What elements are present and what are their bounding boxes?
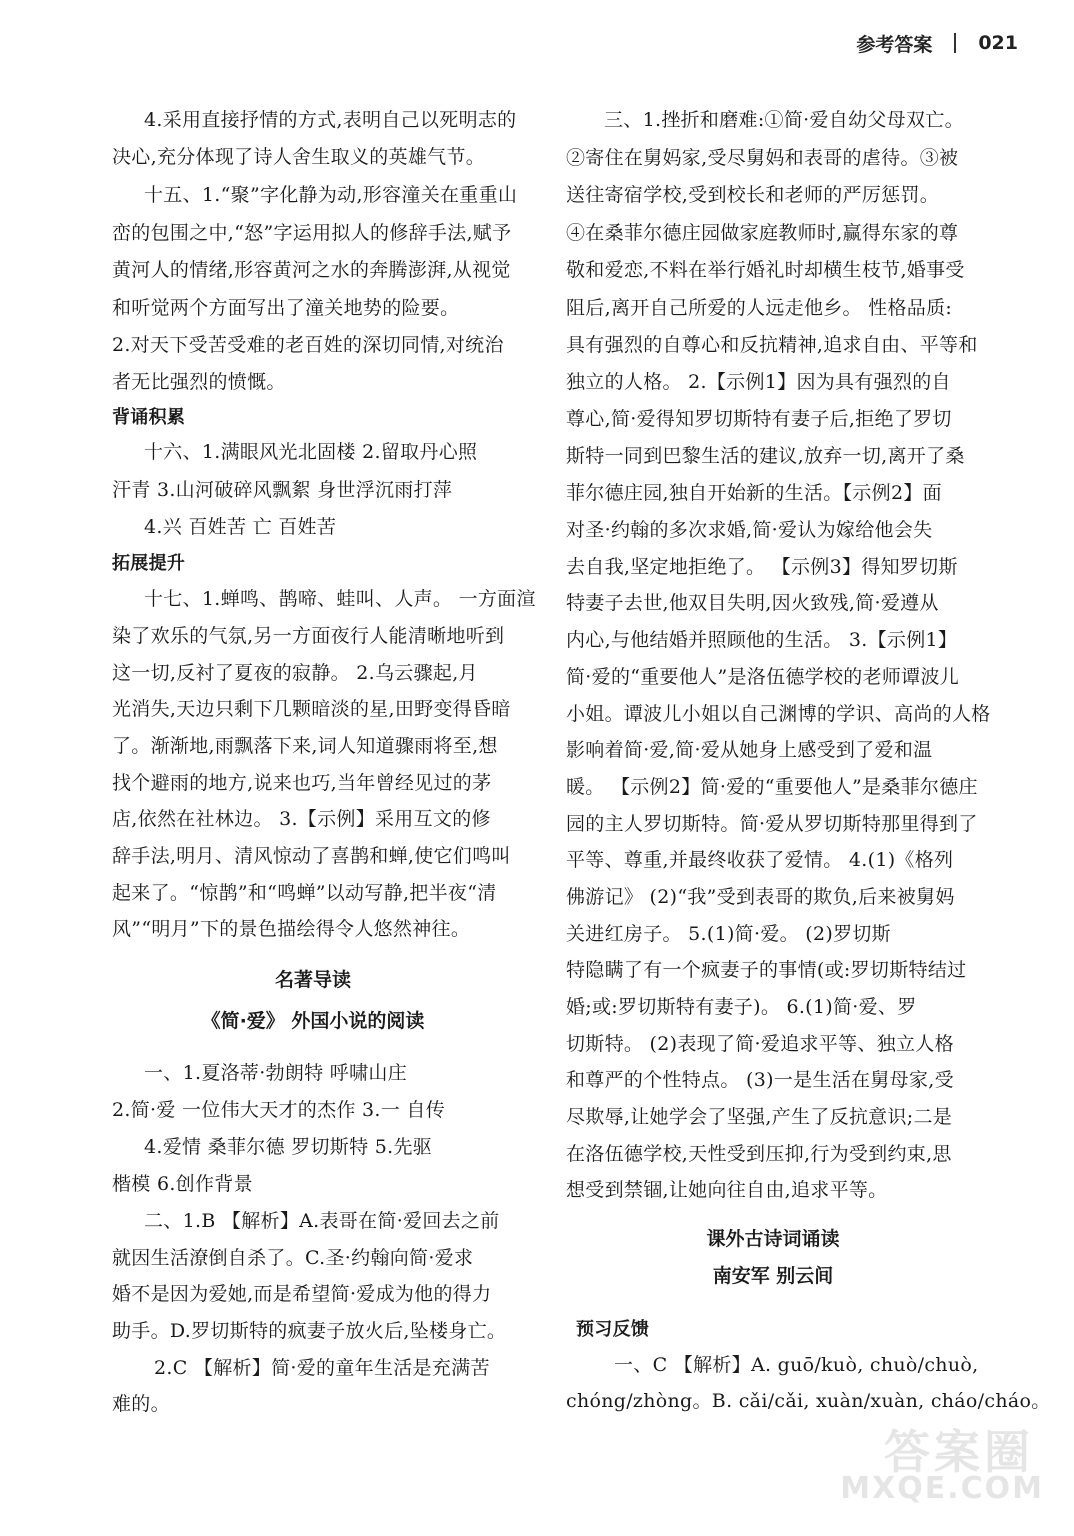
page-number: 021 [978, 32, 1018, 54]
text-line: 找个避雨的地方,说来也巧,当年曾经见过的茅 [112, 772, 492, 794]
text-line: 具有强烈的自尊心和反抗精神,追求自由、平等和 [566, 334, 978, 356]
text-line: 峦的包围之中,“怒”字运用拟人的修辞手法,赋予 [112, 222, 512, 244]
text-line: 尊心,简·爱得知罗切斯特有妻子后,拒绝了罗切 [566, 408, 952, 430]
text-line: 和听觉两个方面写出了潼关地势的险要。 [112, 297, 460, 319]
section-heading: 拓展提升 [112, 553, 186, 574]
text-line: 汗青 3.山河破碎风飘絮 身世浮沉雨打萍 [112, 479, 453, 501]
text-line: 内心,与他结婚并照顾他的生活。 3.【示例1】 [566, 629, 958, 651]
text-line: 影响着简·爱,简·爱从她身上感受到了爱和温 [566, 739, 933, 761]
text-line: 去自我,坚定地拒绝了。 【示例3】得知罗切斯 [566, 556, 958, 578]
text-line: 二、1.B 【解析】A.表哥在简·爱回去之前 [144, 1210, 500, 1232]
text-line: 切斯特。 (2)表现了简·爱追求平等、独立人格 [566, 1033, 954, 1055]
chapter-subtitle: 《简·爱》 外国小说的阅读 [201, 1010, 425, 1032]
text-line: 婚;或:罗切斯特有妻子)。 6.(1)简·爱、罗 [566, 996, 917, 1018]
text-line: 独立的人格。 2.【示例1】因为具有强烈的自 [566, 371, 951, 393]
text-line: 了。渐渐地,雨飘落下来,词人知道骤雨将至,想 [112, 735, 498, 757]
text-line: 一、1.夏洛蒂·勃朗特 呼啸山庄 [144, 1062, 408, 1084]
text-line: 十七、1.蝉鸣、鹊啼、蛙叫、人声。 一方面渲 [144, 588, 536, 610]
chapter-title: 名著导读 [274, 969, 351, 991]
text-line: 婚不是因为爱她,而是希望简·爱成为他的得力 [112, 1283, 492, 1305]
text-line: 2.C 【解析】简·爱的童年生活是充满苦 [154, 1357, 490, 1379]
header-divider [954, 33, 956, 53]
text-line: 4.采用直接抒情的方式,表明自己以死明志的 [144, 109, 517, 131]
text-line: 送往寄宿学校,受到校长和老师的严厉惩罚。 [566, 184, 940, 206]
text-line: 就因生活潦倒自杀了。C.圣·约翰向简·爱求 [112, 1247, 474, 1269]
text-line: chóng/zhòng。B. cǎi/cǎi, xuàn/xuàn, cháo/cháo。 [566, 1390, 1051, 1412]
text-line: 2.对天下受苦受难的老百姓的深切同情,对统治 [112, 334, 504, 356]
section-heading: 预习反馈 [576, 1319, 650, 1340]
text-line: 小姐。谭波儿小姐以自己渊博的学识、高尚的人格 [566, 703, 991, 725]
text-line: 对圣·约翰的多次求婚,简·爱认为嫁给他会失 [566, 519, 933, 541]
text-line: 楷模 6.创作背景 [112, 1173, 253, 1195]
text-line: 三、1.挫折和磨难:①简·爱自幼父母双亡。 [604, 109, 964, 131]
text-line: 关进红房子。 5.(1)简·爱。 (2)罗切斯 [566, 923, 891, 945]
page-header [856, 28, 1018, 58]
text-line: 决心,充分体现了诗人舍生取义的英雄气节。 [112, 146, 486, 168]
text-line: 者无比强烈的愤慨。 [112, 371, 286, 393]
text-line: 4.兴 百姓苦 亡 百姓苦 [144, 516, 337, 538]
text-line: 风”“明月”下的景色描绘得令人悠然神往。 [112, 918, 471, 940]
text-line: 尽欺辱,让她学会了坚强,产生了反抗意识;二是 [566, 1106, 953, 1128]
text-line: 十六、1.满眼风光北固楼 2.留取丹心照 [144, 441, 478, 463]
text-line: 园的主人罗切斯特。简·爱从罗切斯特那里得到了 [566, 813, 978, 835]
text-line: 敬和爱恋,不料在举行婚礼时却横生枝节,婚事受 [566, 259, 965, 281]
text-line: 一、C 【解析】A. guō/kuò, chuò/chuò, [614, 1354, 979, 1376]
text-line: 想受到禁锢,让她向往自由,追求平等。 [566, 1179, 888, 1201]
text-line: 菲尔德庄园,独自开始新的生活。【示例2】面 [566, 482, 942, 504]
text-line: 特妻子去世,他双目失明,因火致残,简·爱遵从 [566, 592, 939, 614]
text-line: 斯特一同到巴黎生活的建议,放弃一切,离开了桑 [566, 445, 965, 467]
text-line: 佛游记》 (2)“我”受到表哥的欺负,后来被舅妈 [566, 886, 955, 908]
text-line: 助手。D.罗切斯特的疯妻子放火后,坠楼身亡。 [112, 1320, 507, 1342]
text-line: 平等、尊重,并最终收获了爱情。 4.(1)《格列 [566, 849, 954, 871]
watermark-url: MXQE.COM [840, 1471, 1044, 1506]
text-line: 在洛伍德学校,天性受到压抑,行为受到约束,思 [566, 1143, 952, 1165]
text-line: 起来了。“惊鹊”和“鸣蝉”以动写静,把半夜“清 [112, 882, 497, 904]
text-line: 黄河人的情绪,形容黄河之水的奔腾澎湃,从视觉 [112, 259, 511, 281]
header-section-title: 参考答案 [856, 33, 933, 56]
text-line: 十五、1.“聚”字化静为动,形容潼关在重重山 [144, 184, 518, 206]
text-line: 这一切,反衬了夏夜的寂静。 2.乌云骤起,月 [112, 662, 478, 684]
watermark-text: 答案圈 [884, 1425, 1034, 1479]
text-line: 光消失,天边只剩下几颗暗淡的星,田野变得昏暗 [112, 698, 511, 720]
text-line: 简·爱的“重要他人”是洛伍德学校的老师谭波儿 [566, 666, 960, 688]
text-line: 阻后,离开自己所爱的人远走他乡。 性格品质: [566, 297, 953, 319]
text-line: 染了欢乐的气氛,另一方面夜行人能清晰地听到 [112, 625, 505, 647]
chapter-subtitle: 南安军 别云间 [712, 1265, 834, 1287]
text-line: 暖。 【示例2】简·爱的“重要他人”是桑菲尔德庄 [566, 776, 978, 798]
text-line: 难的。 [112, 1393, 170, 1415]
chapter-title: 课外古诗词诵读 [706, 1228, 840, 1250]
text-line: 辞手法,明月、清风惊动了喜鹊和蝉,使它们鸣叫 [112, 845, 511, 867]
watermark-logo [824, 1416, 1044, 1506]
text-line: ④在桑菲尔德庄园做家庭教师时,赢得东家的尊 [566, 222, 959, 244]
section-heading: 背诵积累 [112, 407, 186, 428]
text-line: ②寄住在舅妈家,受尽舅妈和表哥的虐待。③被 [566, 147, 959, 169]
text-line: 4.爱情 桑菲尔德 罗切斯特 5.先驱 [144, 1136, 433, 1158]
text-line: 和尊严的个性特点。 (3)一是生活在舅母家,受 [566, 1069, 954, 1091]
text-line: 2.简·爱 一位伟大天才的杰作 3.一 自传 [112, 1099, 446, 1121]
text-line: 特隐瞒了有一个疯妻子的事情(或:罗切斯特结过 [566, 959, 967, 981]
text-line: 店,依然在社林边。 3.【示例】采用互文的修 [112, 808, 491, 830]
